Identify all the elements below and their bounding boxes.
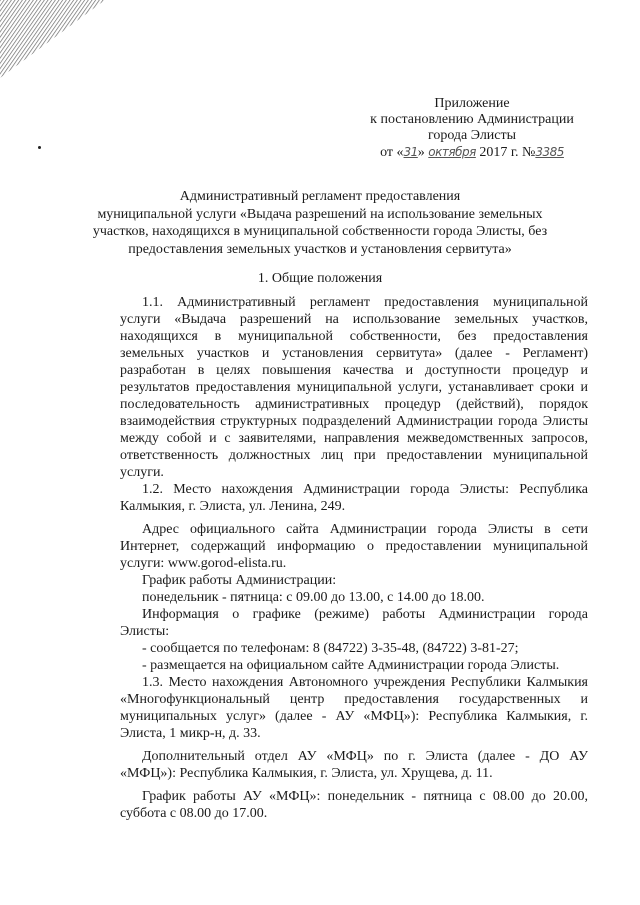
- paragraph-1-3: 1.3. Место нахождения Автономного учреждения Республики Калмыкия «Многофункциональный центр предоставления государственных и муниципальных услуг» (далее - АУ «МФЦ»): Республика Калмыкия, г. Элиста, 1 микр-н, д. 33.: [120, 675, 588, 741]
- appendix-decree: к постановлению Администрации: [370, 112, 574, 127]
- paragraph-schedule: понедельник - пятница: с 09.00 до 13.00, с 14.00 до 18.00.: [142, 590, 485, 605]
- paragraph-additional-office: Дополнительный отдел АУ «МФЦ» по г. Элиста (далее - ДО АУ «МФЦ»): Республика Калмыкия, г. Элиста, ул. Хрущева, д. 11.: [120, 749, 588, 781]
- handwritten-day: 31: [403, 145, 418, 159]
- paragraph-site-info: - размещается на официальном сайте Администрации города Элисты.: [142, 658, 560, 673]
- handwritten-month: октября: [428, 145, 476, 159]
- document-title: Административный регламент предоставления муниципальной услуги «Выдача разрешений на использование земельных участков, находящихся в муниципальной собственности города Элисты, без предоставления земельных участков и установления сервитута»: [92, 189, 548, 257]
- section-heading: 1. Общие положения: [257, 271, 383, 286]
- paragraph-schedule-info: Информация о графике (режиме) работы Администрации города Элисты:: [120, 607, 588, 639]
- scan-speck: [38, 146, 41, 149]
- paragraph-website: Адрес официального сайта Администрации города Элисты в сети Интернет, содержащий информацию о предоставлении муниципальной услуги: www.gorod-elista.ru.: [120, 522, 588, 571]
- appendix-date-line: от «31» октября 2017 г. №3385: [380, 145, 564, 160]
- paragraph-1-2: 1.2. Место нахождения Администрации города Элисты: Республика Калмыкия, г. Элиста, ул. Ленина, 249.: [120, 482, 588, 514]
- paragraph-phones: - сообщается по телефонам: 8 (84722) 3-35-48, (84722) 3-81-27;: [142, 641, 519, 656]
- paragraph-mfc-schedule: График работы АУ «МФЦ»: понедельник - пятница с 08.00 до 20.00, суббота с 08.00 до 17.00.: [120, 789, 588, 821]
- paragraph-1-1: 1.1. Административный регламент предоставления муниципальной услуги «Выдача разрешений на использование земельных участков, находящихся в муниципальной собственности, без предоставления земельных участков и установления сервитута» (далее - Регламент) разработан в целях повышения качества и доступности процедур и результатов предоставления муниципальной услуги, устанавливает сроки и последовательность административных процедур (действий), порядок взаимодействия структурных подразделений Администрации города Элисты между собой и с заявителями, направления межведомственных запросов, ответственность должностных лиц при предоставлении муниципальной услуги.: [120, 295, 588, 480]
- document-body: [120, 294, 588, 822]
- appendix-header: [342, 96, 602, 161]
- appendix-title: Приложение: [434, 96, 510, 111]
- paragraph-schedule-heading: График работы Администрации:: [142, 573, 337, 588]
- appendix-city: города Элисты: [427, 128, 517, 143]
- scan-corner-artifact: [0, 0, 105, 80]
- handwritten-number: 3385: [535, 145, 564, 159]
